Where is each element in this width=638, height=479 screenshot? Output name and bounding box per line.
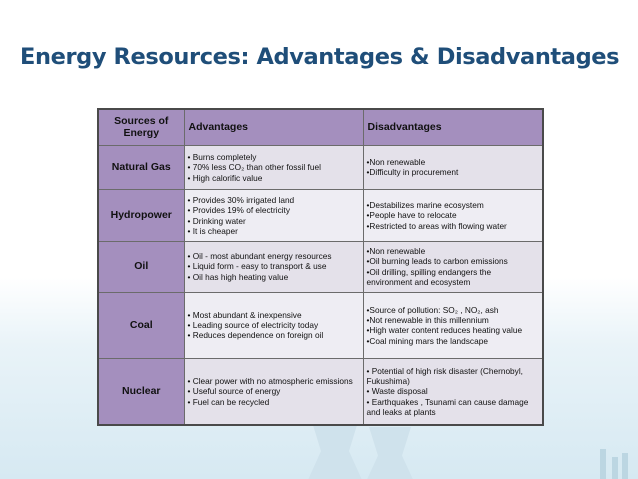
list-item: • Waste disposal [366, 386, 428, 397]
list-item: • Leading source of electricity today [187, 320, 319, 331]
table-body [98, 145, 543, 425]
list-item: •Difficulty in procurement [366, 167, 459, 178]
list-item: • Oil has high heating value [187, 271, 289, 282]
disadvantages-cell [363, 145, 543, 190]
disadvantages-list [367, 305, 540, 346]
advantages-cell [184, 359, 363, 425]
list-item: • Oil - most abundant energy resources [187, 251, 332, 262]
list-item: • Liquid form - easy to transport & use [187, 261, 327, 272]
chimney-silhouette [622, 453, 628, 479]
cooling-tower-silhouette [360, 427, 420, 479]
advantages-list [188, 310, 360, 341]
disadvantages-list [367, 246, 540, 287]
disadvantages-cell [363, 241, 543, 292]
list-item: •Destabilizes marine ecosystem [366, 200, 484, 211]
table-row [98, 292, 543, 358]
advantages-list [188, 195, 360, 236]
list-item: •High water content reduces heating value [366, 325, 523, 336]
table-row [98, 190, 543, 241]
header-sources: Sources of Energy [98, 109, 184, 145]
list-item: • Clear power with no atmospheric emissions [187, 376, 353, 387]
table-row [98, 359, 543, 425]
list-item: • 70% less CO₂ than other fossil fuel [187, 162, 321, 173]
energy-source-label: Hydropower [98, 190, 184, 241]
energy-source-label: Oil [98, 241, 184, 292]
list-item: • Earthquakes , Tsunami can cause damage and leaks at plants [366, 396, 529, 417]
disadvantages-cell [363, 292, 543, 358]
list-item: •Non renewable [366, 157, 426, 168]
disadvantages-cell [363, 190, 543, 241]
list-item: • It is cheaper [187, 225, 238, 236]
energy-source-label: Coal [98, 292, 184, 358]
advantages-list [188, 376, 360, 407]
list-item: •Oil burning leads to carbon emissions [366, 256, 508, 267]
list-item: • High calorific value [187, 172, 263, 183]
advantages-cell [184, 292, 363, 358]
slide-title: Energy Resources: Advantages & Disadvantages [20, 44, 620, 70]
advantages-list [188, 152, 360, 183]
energy-comparison-table [97, 108, 544, 426]
table-row [98, 145, 543, 190]
list-item: •People have to relocate [366, 210, 457, 221]
disadvantages-cell [363, 359, 543, 425]
list-item: •Source of pollution: SO₂ , NO₂, ash [366, 304, 499, 315]
list-item: •Not renewable in this millennium [366, 315, 489, 326]
chimney-silhouette [612, 457, 618, 479]
advantages-cell [184, 190, 363, 241]
list-item: • Potential of high risk disaster (Chernobyl, Fukushima) [366, 366, 523, 387]
advantages-cell [184, 241, 363, 292]
advantages-list [188, 251, 360, 282]
list-item: • Most abundant & inexpensive [187, 310, 302, 321]
chimney-silhouette [600, 449, 606, 479]
list-item: •Oil drilling, spilling endangers the environment and ecosystem [366, 266, 492, 287]
disadvantages-list [367, 200, 540, 231]
table-row [98, 241, 543, 292]
disadvantages-list [367, 366, 540, 417]
disadvantages-list [367, 157, 540, 177]
cooling-tower-silhouette [300, 417, 370, 479]
advantages-cell [184, 145, 363, 190]
energy-source-label: Natural Gas [98, 145, 184, 190]
header-advantages: Advantages [184, 109, 363, 145]
list-item: • Reduces dependence on foreign oil [187, 330, 324, 341]
list-item: •Restricted to areas with flowing water [366, 220, 507, 231]
list-item: • Provides 30% irrigated land [187, 195, 295, 206]
list-item: • Drinking water [187, 215, 246, 226]
list-item: •Non renewable [366, 246, 426, 257]
header-disadvantages: Disadvantages [363, 109, 543, 145]
list-item: • Useful source of energy [187, 386, 281, 397]
energy-source-label: Nuclear [98, 359, 184, 425]
list-item: • Fuel can be recycled [187, 396, 270, 407]
table-header-row [98, 109, 543, 145]
list-item: •Coal mining mars the landscape [366, 335, 488, 346]
list-item: • Burns completely [187, 152, 257, 163]
list-item: • Provides 19% of electricity [187, 205, 291, 216]
